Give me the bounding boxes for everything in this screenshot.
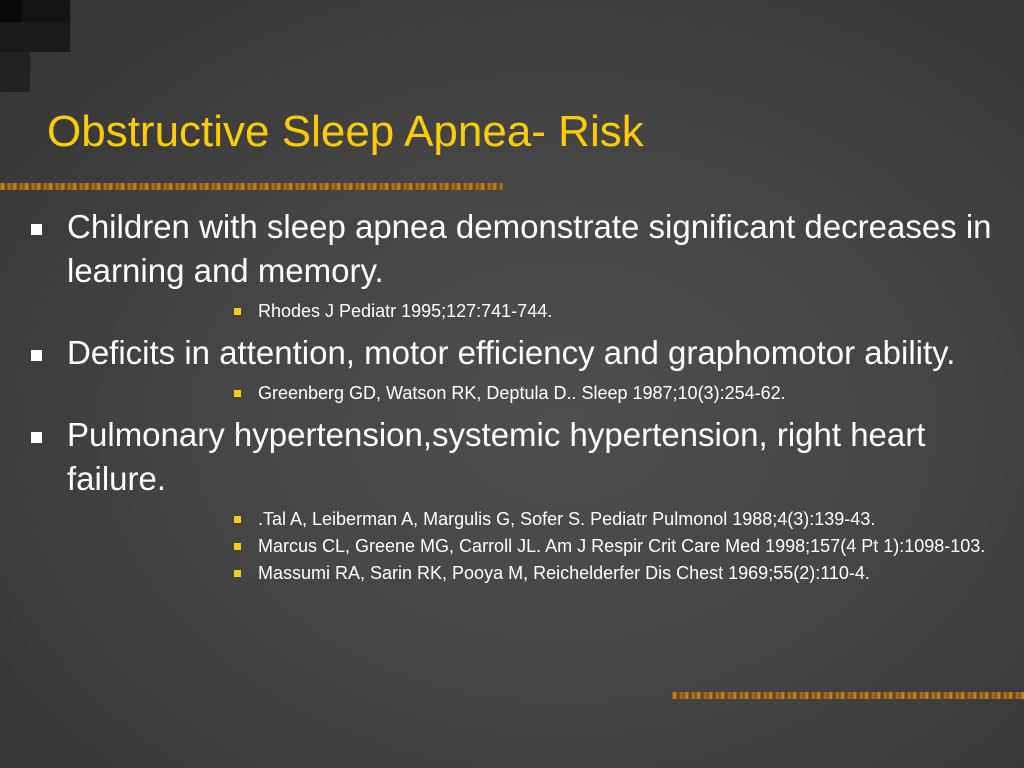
- reference-item: [0, 299, 1024, 323]
- square-bullet-icon: [31, 432, 42, 443]
- corner-decoration: [0, 22, 70, 52]
- bullet-point: [0, 413, 1024, 501]
- corner-decoration: [22, 0, 70, 22]
- title-divider: [0, 183, 503, 190]
- corner-decoration: [0, 52, 30, 92]
- bullet-text: Deficits in attention, motor efficiency and graphomotor ability.: [67, 334, 956, 371]
- footer-divider: [672, 692, 1024, 699]
- reference-item: [0, 507, 1024, 531]
- square-bullet-icon: [234, 308, 241, 315]
- square-bullet-icon: [234, 570, 241, 577]
- square-bullet-icon: [31, 350, 42, 361]
- bullet-text: Pulmonary hypertension,systemic hypertension, right heart failure.: [67, 416, 926, 497]
- reference-item: [0, 381, 1024, 405]
- reference-item: [0, 534, 1024, 558]
- square-bullet-icon: [234, 390, 241, 397]
- reference-text: Rhodes J Pediatr 1995;127:741-744.: [258, 301, 553, 321]
- reference-text: Marcus CL, Greene MG, Carroll JL. Am J Respir Crit Care Med 1998;157(4 Pt 1):1098-103.: [258, 536, 986, 556]
- bullet-text: Children with sleep apnea demonstrate significant decreases in learning and memory.: [67, 208, 992, 289]
- slide-title: Obstructive Sleep Apnea- Risk: [47, 107, 644, 156]
- slide-body: [0, 205, 1024, 588]
- square-bullet-icon: [234, 543, 241, 550]
- reference-item: [0, 561, 1024, 585]
- reference-text: Greenberg GD, Watson RK, Deptula D.. Sleep 1987;10(3):254-62.: [258, 383, 786, 403]
- square-bullet-icon: [234, 516, 241, 523]
- corner-decoration: [0, 0, 22, 22]
- bullet-point: [0, 205, 1024, 293]
- square-bullet-icon: [31, 224, 42, 235]
- reference-text: Massumi RA, Sarin RK, Pooya M, Reichelderfer Dis Chest 1969;55(2):110-4.: [258, 563, 870, 583]
- bullet-point: [0, 331, 1024, 375]
- reference-text: .Tal A, Leiberman A, Margulis G, Sofer S. Pediatr Pulmonol 1988;4(3):139-43.: [258, 509, 876, 529]
